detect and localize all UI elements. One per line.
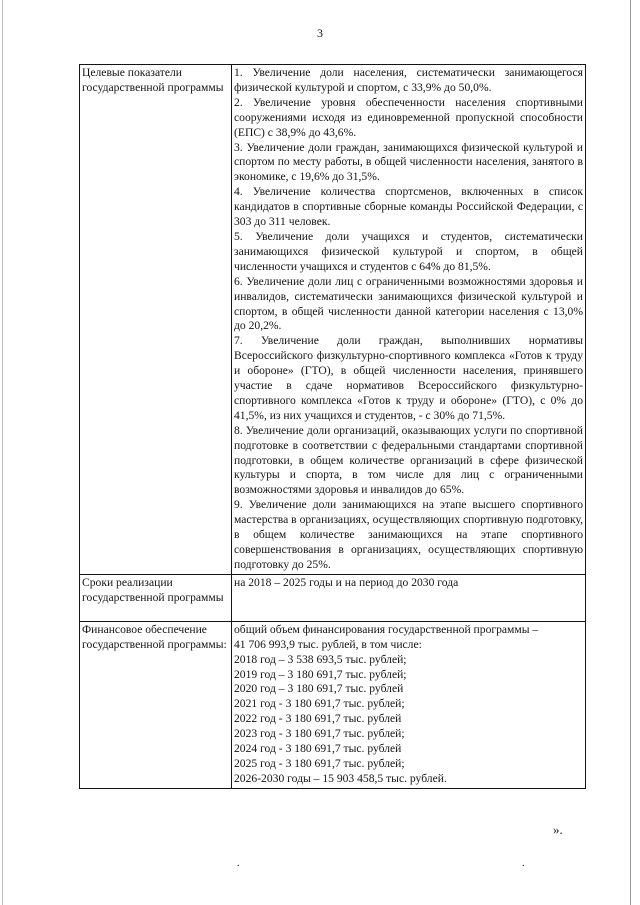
financing-list [232,621,586,788]
indicator-item: 4. Увеличение количества спортсменов, включенных в список кандидатов в спортивные сборные команды Российской Федерации, с 303 до 311 человек. [234,185,583,229]
page-left-edge [2,0,3,905]
row-label: Сроки реализации государственной программы [80,574,232,621]
financing-line: 2022 год - 3 180 691,7 тыс. рублей [234,712,402,726]
row-label: Финансовое обеспечение государственной программы: [80,621,232,788]
program-passport-table [79,64,586,789]
indicator-item: 9. Увеличение доли занимающихся на этапе высшего спортивного мастерства в организациях, осуществляющих спортивную подготовку, в общем количестве занимающихся на этапе спортивного совершенствования в организациях, осуществляющих спортивную подготовку до 25%. [234,498,583,571]
financing-line: общий объем финансирования государственной программы – [234,622,539,636]
indicator-item: 3. Увеличение доли граждан, занимающихся физической культурой и спортом по месту работы, в общей численности населения, занятого в экономике, с 19,6% до 31,5%. [234,140,583,184]
financing-line: 2020 год – 3 180 691,7 тыс. рублей [234,682,404,696]
indicator-item: 5. Увеличение доли учащихся и студентов, систематически занимающихся физической культурой и спортом, в общей численности учащихся и студентов с 64% до 81,5%. [234,229,583,273]
financing-line: 2024 год - 3 180 691,7 тыс. рублей [234,742,402,756]
indicator-item: 2. Увеличение уровня обеспеченности населения спортивными сооружениями исходя из единовременной пропускной способности (ЕПС) с 38,9% до 43,6%. [234,95,583,139]
footer-mark: . [237,858,240,869]
indicator-item: 6. Увеличение доли лиц с ограниченными возможностями здоровья и инвалидов, систематически занимающихся физической культурой и спортом, в общей численности данной категории населения с 13,0% до 20,2%. [234,274,583,333]
footer-mark: . [522,858,525,869]
row-label: Целевые показатели государственной программы [80,65,232,575]
closing-quote-mark: ». [553,822,563,837]
table-row-financing [80,621,586,788]
financing-line: 2026-2030 годы – 15 903 458,5 тыс. рублей. [234,771,447,785]
financing-line: 2018 год – 3 538 693,5 тыс. рублей; [234,652,407,666]
implementation-period [232,574,586,621]
indicator-item: 8. Увеличение доли организаций, оказывающих услуги по спортивной подготовке в соответствии с федеральными стандартами спортивной подготовки, в общем количестве организаций в сфере физической культуры и спорта, в том числе для лиц с ограниченными возможностями здоровья и инвалидов до 65%. [234,423,583,497]
financing-line: 2021 год - 3 180 691,7 тыс. рублей; [234,697,405,711]
financing-line: 41 706 993,9 тыс. рублей, в том числе: [234,637,422,651]
target-indicators-list [232,65,586,575]
indicator-item: 7. Увеличение доли граждан, выполнивших нормативы Всероссийского физкультурно-спортивного комплекса «Готов к труду и обороне» (ГТО), в общей численности населения, принявшего участие в сдаче нормативов Всероссийского физкультурно-спортивного комплекса «Готов к труду и обороне» (ГТО), с 0% до 41,5%, из них учащихся и студентов, - с 30% до 71,5%. [234,334,583,422]
period-text: на 2018 – 2025 годы и на период до 2030 года [234,575,459,589]
table-row-implementation-period [80,574,586,621]
financing-line: 2023 год - 3 180 691,7 тыс. рублей; [234,727,405,741]
page-right-edge [630,0,631,905]
financing-line: 2025 год - 3 180 691,7 тыс. рублей; [234,756,405,770]
financing-line: 2019 год – 3 180 691,7 тыс. рублей; [234,667,407,681]
table-row-target-indicators [80,65,586,575]
indicator-item: 1. Увеличение доли населения, систематически занимающегося физической культурой и спортом, с 33,9% до 50,0%. [234,66,583,94]
page-number: 3 [317,26,323,40]
